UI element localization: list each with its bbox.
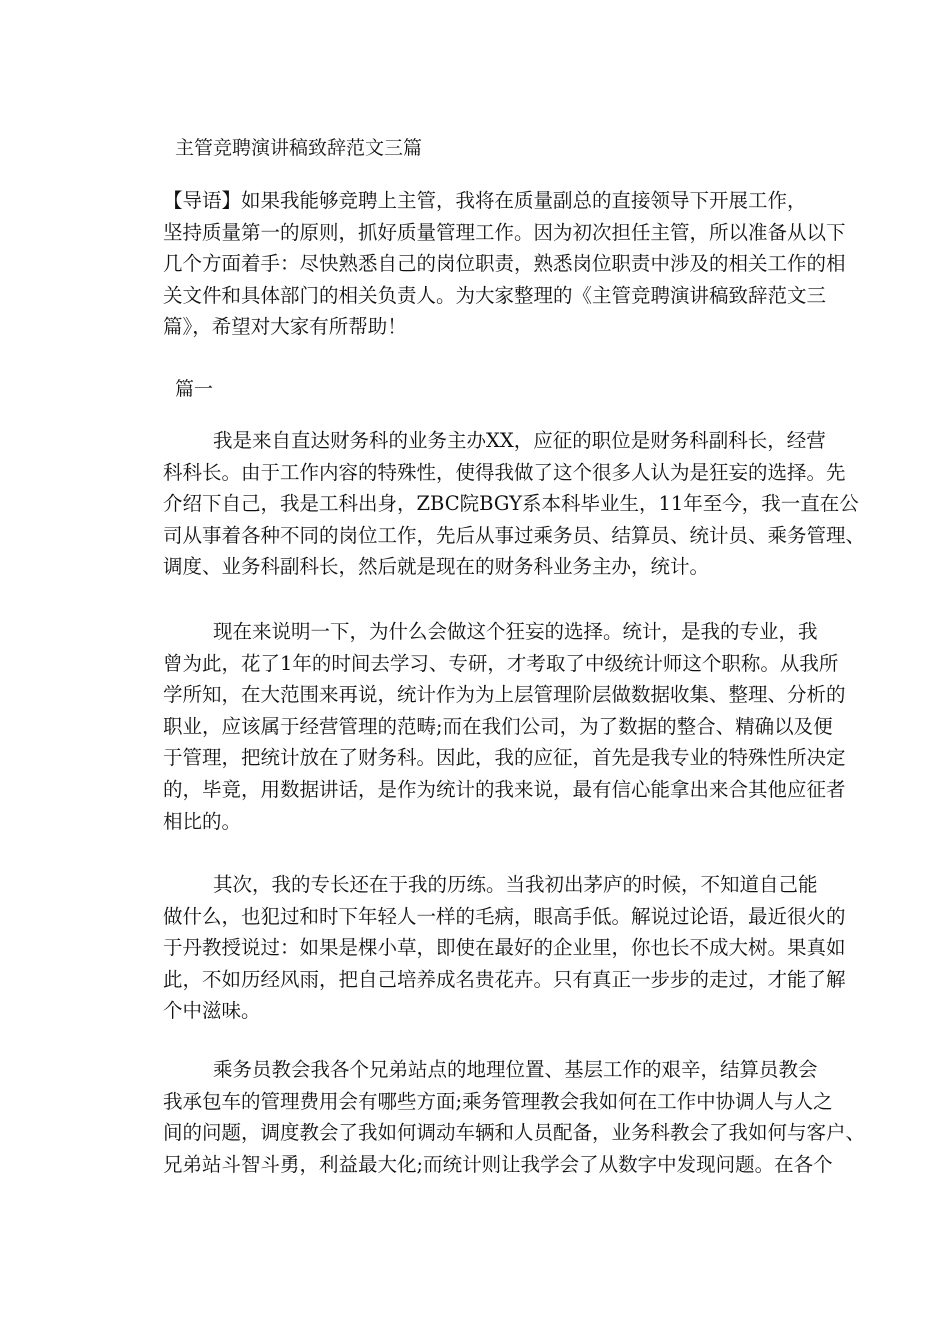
intro-line: 几个方面着手：尽快熟悉自己的岗位职责，熟悉岗位职责中涉及的相关工作的相 (163, 252, 846, 276)
paragraph-line: 个中滋味。 (163, 999, 261, 1023)
body-paragraph-2 (163, 616, 846, 837)
section-heading: 篇一 (175, 378, 214, 400)
document-title: 主管竞聘演讲稿致辞范文三篇 (175, 137, 423, 159)
paragraph-line: 调度、业务科副科长，然后就是现在的财务科业务主办，统计。 (163, 555, 710, 579)
paragraph-line: 其次，我的专长还在于我的历练。当我初出茅庐的时候，不知道自己能 (213, 873, 818, 896)
paragraph-line: 曾为此，花了1年的时间去学习、专研，才考取了中级统计师这个职称。从我所 (163, 651, 839, 675)
body-paragraph-3 (163, 869, 846, 1027)
paragraph-line: 的，毕竟，用数据讲话，是作为统计的我来说，最有信心能拿出来合其他应征者 (163, 777, 846, 801)
paragraph-line: 此，不如历经风雨，把自己培养成名贵花卉。只有真正一步步的走过，才能了解 (163, 967, 846, 991)
body-paragraph-4 (163, 1054, 866, 1180)
paragraph-line: 我是来自直达财务科的业务主办XX，应征的职位是财务科副科长，经营 (213, 429, 826, 452)
paragraph-line: 现在来说明一下，为什么会做这个狂妄的选择。统计，是我的专业，我 (213, 620, 818, 643)
paragraph-line: 职业，应该属于经营管理的范畴;而在我们公司，为了数据的整合、精确以及便 (163, 714, 833, 738)
paragraph-line: 乘务员教会我各个兄弟站点的地理位置、基层工作的艰辛，结算员教会 (213, 1058, 818, 1081)
paragraph-line: 司从事着各种不同的岗位工作，先后从事过乘务员、结算员、统计员、乘务管理、 (163, 523, 866, 547)
paragraph-line: 科科长。由于工作内容的特殊性，使得我做了这个很多人认为是狂妄的选择。先 (163, 460, 846, 484)
paragraph-line: 兄弟站斗智斗勇，利益最大化;而统计则让我学会了从数字中发现问题。在各个 (163, 1152, 833, 1176)
intro-paragraph (163, 185, 846, 343)
intro-line: 篇》，希望对大家有所帮助！ (163, 315, 407, 339)
paragraph-line: 做什么，也犯过和时下年轻人一样的毛病，眼高手低。解说过论语，最近很火的 (163, 904, 846, 928)
intro-line: 【导语】如果我能够竞聘上主管，我将在质量副总的直接领导下开展工作， (163, 189, 807, 212)
paragraph-line: 我承包车的管理费用会有哪些方面;乘务管理教会我如何在工作中协调人与人之 (163, 1089, 833, 1113)
body-paragraph-1 (163, 425, 866, 583)
intro-line: 关文件和具体部门的相关负责人。为大家整理的《主管竞聘演讲稿致辞范文三 (163, 283, 827, 307)
paragraph-line: 介绍下自己，我是工科出身，ZBC院BGY系本科毕业生，11年至今，我一直在公 (163, 492, 859, 516)
intro-line: 坚持质量第一的原则，抓好质量管理工作。因为初次担任主管，所以准备从以下 (163, 220, 846, 244)
paragraph-line: 相比的。 (163, 809, 242, 833)
paragraph-line: 于丹教授说过：如果是棵小草，即使在最好的企业里，你也长不成大树。果真如 (163, 936, 846, 960)
paragraph-line: 间的问题，调度教会了我如何调动车辆和人员配备，业务科教会了我如何与客户、 (163, 1121, 866, 1145)
paragraph-line: 于管理，把统计放在了财务科。因此，我的应征，首先是我专业的特殊性所决定 (163, 746, 846, 770)
paragraph-line: 学所知，在大范围来再说，统计作为为上层管理阶层做数据收集、整理、分析的 (163, 683, 846, 707)
